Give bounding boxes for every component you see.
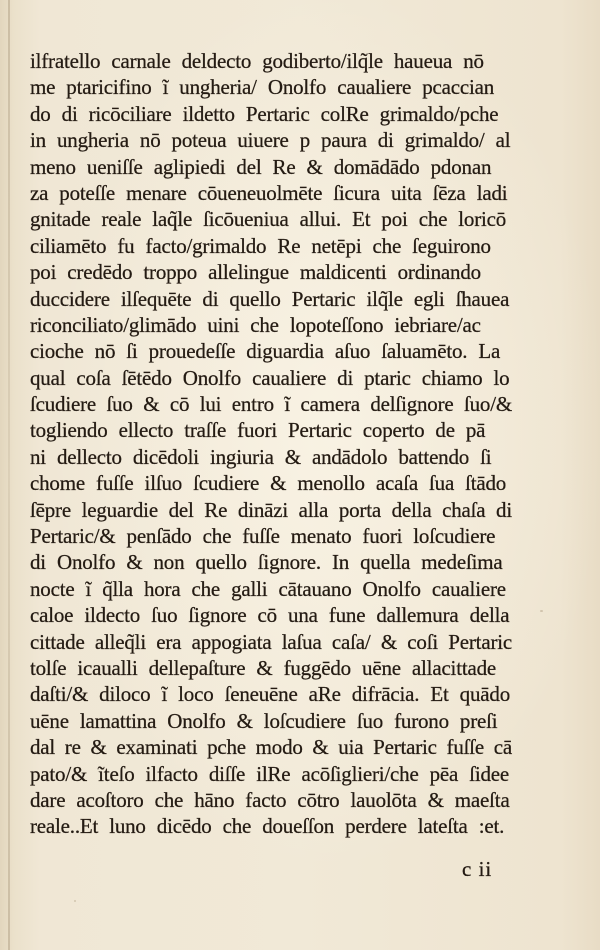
text-line-content: caloe ildecto ſuo ſignore cō una fune dallemura della: [30, 603, 510, 628]
text-line-content: tolſe icaualli dellepaſture & fuggēdo uēne allacittade: [30, 655, 497, 680]
paper-speck: [540, 610, 543, 612]
text-line: [30, 233, 512, 259]
text-block: [30, 48, 512, 840]
text-line: [30, 787, 512, 813]
text-line-content: in ungheria nō poteua uiuere p paura di grimaldo/ al: [30, 128, 511, 153]
text-line-content: dare acoſtoro che hāno facto cōtro lauolōta & maeſta: [30, 787, 510, 812]
text-line-content: daſti/& diloco ĩ loco ſeneuēne aRe difrācia. Et quādo: [30, 682, 510, 707]
text-line: [30, 74, 512, 100]
text-line-content: ilfratello carnale deldecto godiberto/ilq̃le haueua nō: [30, 49, 484, 73]
text-line-content: ni dellecto dicēdoli ingiuria & andādolo battendo ſi: [30, 444, 492, 469]
text-line: [30, 286, 512, 312]
text-line-content: cioche nō ſi prouedeſſe diguardia aſuo ſaluamēto. La: [30, 339, 501, 364]
text-line: [30, 576, 512, 602]
text-line: [30, 549, 512, 575]
text-line-content: do di ricōciliare ildetto Pertaric colRe grimaldo/pche: [30, 101, 499, 126]
text-line: [30, 470, 512, 496]
text-line: [30, 497, 512, 523]
text-line-content: meno ueniſſe aglipiedi del Re & domādādo pdonan: [30, 154, 492, 179]
text-line: [30, 154, 512, 180]
text-line-content: uēne lamattina Onolfo & loſcudiere ſuo furono preſi: [30, 708, 498, 733]
text-line: [30, 444, 512, 470]
text-line-content: poi credēdo troppo allelingue maldicenti ordinando: [30, 260, 481, 285]
text-line-content: cittade alleq̃li era appogiata laſua caſa/ & coſi Pertaric: [30, 629, 512, 654]
text-line-content: di Onolfo & non quello ſignore. In quella medeſima: [30, 550, 503, 575]
text-line: [30, 523, 512, 549]
text-line: [30, 312, 512, 338]
text-line: [30, 681, 512, 707]
text-line-content: ſcudiere ſuo & cō lui entro ĩ camera delſignore ſuo/&: [30, 392, 512, 417]
text-line: [30, 48, 512, 74]
page-gutter: [8, 0, 10, 950]
text-line-content: ciliamēto fu facto/grimaldo Re netēpi che ſeguirono: [30, 233, 491, 258]
text-line-content: pato/& ĩteſo ilfacto diſſe ilRe acōſiglieri/che pēa ſidee: [30, 761, 510, 786]
text-line: [30, 708, 512, 734]
text-line-content: dal re & examinati pche modo & uia Pertaric fuſſe cā: [30, 735, 512, 760]
text-line: [30, 734, 512, 760]
text-line: [30, 629, 512, 655]
text-line-content: reale..Et luno dicēdo che doueſſon perdere lateſta :et.: [30, 814, 505, 839]
text-line: [30, 101, 512, 127]
text-line: [30, 602, 512, 628]
text-line: [30, 206, 512, 232]
text-line-content: me ptaricifino ĩ ungheria/ Onolfo caualiere pcaccian: [30, 75, 495, 100]
text-line: [30, 180, 512, 206]
text-line: [30, 655, 512, 681]
text-line-content: gnitade reale laq̃le ſicōueniua allui. Et poi che loricō: [30, 207, 507, 232]
text-line-content: qual coſa ſētēdo Onolfo caualiere di ptaric chiamo lo: [30, 365, 510, 390]
text-line-content: za poteſſe menare cōueneuolmēte ſicura uita ſēza ladi: [30, 180, 508, 205]
text-line-content: togliendo ellecto traſſe fuori Pertaric coperto de pā: [30, 418, 486, 443]
text-line: [30, 365, 512, 391]
text-line-content: Pertaric/& penſādo che fuſſe menato fuori loſcudiere: [30, 524, 496, 549]
text-line-content: riconciliato/glimādo uini che lopoteſſono iebriare/ac: [30, 312, 481, 337]
text-line: [30, 813, 512, 839]
text-line: [30, 391, 512, 417]
text-line: [30, 127, 512, 153]
signature-mark: c ii: [462, 857, 493, 881]
text-line: [30, 417, 512, 443]
text-line-content: chome fuſſe ilſuo ſcudiere & menollo acaſa ſua ſtādo: [30, 471, 507, 496]
paper-speck: [74, 900, 76, 902]
text-line-content: ſēpre leguardie del Re dināzi alla porta della chaſa di: [30, 497, 512, 522]
text-line: [30, 338, 512, 364]
text-line-content: nocte ĩ q̃lla hora che galli cātauano Onolfo caualiere: [30, 576, 506, 601]
text-line: [30, 761, 512, 787]
text-line: [30, 259, 512, 285]
text-line-content: duccidere ilſequēte di quello Pertaric ilq̃le egli ſhauea: [30, 286, 510, 311]
